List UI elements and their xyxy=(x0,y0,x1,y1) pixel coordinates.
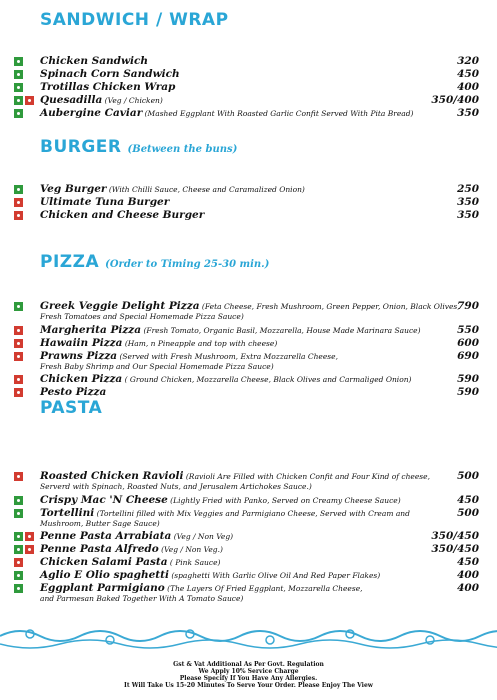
item-name: Chicken Pizza xyxy=(40,373,123,385)
item-name: Chicken and Cheese Burger xyxy=(40,209,205,221)
diet-indicators xyxy=(14,352,23,361)
item-name: Pesto Pizza xyxy=(40,386,107,398)
menu-item xyxy=(0,569,497,582)
menu-item xyxy=(0,506,497,528)
section-title: SANDWICH / WRAP xyxy=(40,10,229,30)
item-name: Penne Pasta Arrabiata xyxy=(40,530,172,542)
item-price: 600 xyxy=(457,336,479,349)
item-price: 450 xyxy=(457,556,479,568)
item-name: Ultimate Tuna Burger xyxy=(40,196,170,208)
diet-indicators xyxy=(14,70,23,79)
item-line xyxy=(40,183,305,196)
nonveg-indicator-icon xyxy=(14,339,23,348)
menu-item xyxy=(0,55,497,68)
item-name: Tortellini xyxy=(40,506,95,519)
item-price: 350/450 xyxy=(431,530,479,542)
item-price: 320 xyxy=(457,55,479,67)
veg-indicator-icon xyxy=(14,57,23,66)
nonveg-indicator-icon xyxy=(14,375,23,384)
nonveg-indicator-icon xyxy=(25,96,34,105)
item-description: (Served with Fresh Mushroom, Extra Mozzarella Cheese, xyxy=(117,351,338,361)
menu-item xyxy=(0,107,497,120)
nonveg-indicator-icon xyxy=(14,388,23,397)
item-line xyxy=(40,209,204,222)
item-description-cont: Mushroom, Butter Sage Sauce) xyxy=(40,518,160,528)
item-price: 590 xyxy=(457,386,479,398)
section-header xyxy=(40,252,269,272)
veg-indicator-icon xyxy=(14,496,23,505)
item-price: 690 xyxy=(457,349,479,362)
section-title: PIZZA xyxy=(40,252,100,272)
diet-indicators xyxy=(14,472,23,481)
item-description: (Lightly Fried with Panko, Served on Creamy Cheese Sauce) xyxy=(167,495,401,505)
veg-indicator-icon xyxy=(14,302,23,311)
veg-indicator-icon xyxy=(14,109,23,118)
item-price: 400 xyxy=(457,81,479,93)
diet-indicators xyxy=(14,509,23,518)
nonveg-indicator-icon xyxy=(14,211,23,220)
diet-indicators xyxy=(14,211,23,220)
diet-indicators xyxy=(14,83,23,92)
diet-indicators xyxy=(14,375,23,384)
item-line xyxy=(40,569,380,582)
item-line xyxy=(40,81,175,94)
item-line xyxy=(40,68,180,81)
section-title: PASTA xyxy=(40,398,103,418)
item-line xyxy=(40,556,220,569)
diet-indicators xyxy=(14,302,23,311)
item-name: Chicken Salami Pasta xyxy=(40,556,168,568)
nonveg-indicator-icon xyxy=(14,198,23,207)
nonveg-indicator-icon xyxy=(14,558,23,567)
menu-item xyxy=(0,183,497,196)
item-price: 350 xyxy=(457,107,479,119)
menu-item xyxy=(0,94,497,107)
item-description-cont: and Parmesan Baked Together With A Tomato Sauce) xyxy=(40,594,244,603)
item-description: (Fresh Tomato, Organic Basil, Mozzarella, House Made Marinara Sauce) xyxy=(141,325,421,335)
item-price: 350/450 xyxy=(431,543,479,555)
item-price: 550 xyxy=(457,323,479,336)
section-title: BURGER xyxy=(40,137,122,157)
item-description: (spaghetti With Garlic Olive Oil And Red Paper Flakes) xyxy=(168,571,381,580)
section-header xyxy=(40,398,102,418)
veg-indicator-icon xyxy=(14,70,23,79)
menu-item xyxy=(0,582,497,603)
item-line xyxy=(40,324,421,337)
item-name: Chicken Sandwich xyxy=(40,55,149,67)
diet-indicators xyxy=(14,496,23,505)
diet-indicators xyxy=(14,198,23,207)
item-name: Margherita Pizza xyxy=(40,323,142,336)
item-name: Prawns Pizza xyxy=(40,349,118,362)
menu-item xyxy=(0,543,497,556)
item-price: 350 xyxy=(457,209,479,221)
item-line xyxy=(40,494,401,507)
menu-item xyxy=(0,373,497,386)
diet-indicators xyxy=(14,185,23,194)
item-name: Crispy Mac 'N Cheese xyxy=(40,493,168,506)
menu-item xyxy=(0,470,497,491)
item-price: 400 xyxy=(457,569,479,581)
item-line xyxy=(40,337,277,350)
menu-item xyxy=(0,68,497,81)
item-name: Quesadilla xyxy=(40,94,103,106)
diet-indicators xyxy=(14,545,34,554)
menu-item xyxy=(0,337,497,350)
nonveg-indicator-icon xyxy=(25,545,34,554)
section-subtitle: (Between the buns) xyxy=(127,144,238,155)
item-price: 350/400 xyxy=(431,94,479,106)
menu-item xyxy=(0,349,497,371)
item-description-cont: Serverd with Spinach, Roasted Nuts, and Jerusalem Artichokes Sauce.) xyxy=(40,482,312,491)
veg-indicator-icon xyxy=(14,509,23,518)
item-description-cont: Fresh Tomatoes and Special Homemade Pizza Sauce) xyxy=(40,312,244,321)
item-name: Roasted Chicken Ravioli xyxy=(40,470,184,482)
item-description: (Mashed Eggplant With Roasted Garlic Confit Served With Pita Bread) xyxy=(142,109,414,118)
item-description: (Veg / Non Veg.) xyxy=(158,545,223,554)
diet-indicators xyxy=(14,388,23,397)
item-description: (Tortellini filled with Mix Veggies and Parmigiano Cheese, Served with Cream and xyxy=(94,508,410,518)
menu-item xyxy=(0,81,497,94)
item-description: ( Pink Sauce) xyxy=(167,558,221,567)
item-description: (Ham, n Pineapple and top with cheese) xyxy=(122,338,278,348)
item-name: Eggplant Parmigiano xyxy=(40,582,165,594)
nonveg-indicator-icon xyxy=(14,352,23,361)
nonveg-indicator-icon xyxy=(25,532,34,541)
footer-line: Please Specify If You Have Any Allergies. xyxy=(179,675,318,682)
item-name: Aubergine Caviar xyxy=(40,107,143,119)
footer-line: It Will Take Us 15-20 Minutes To Serve Your Order. Please Enjoy The View xyxy=(124,682,373,689)
diet-indicators xyxy=(14,326,23,335)
veg-indicator-icon xyxy=(14,96,23,105)
item-name: Veg Burger xyxy=(40,183,107,195)
item-name: Greek Veggie Delight Pizza xyxy=(40,300,200,312)
section-header xyxy=(40,10,229,30)
footer-line: Gst & Vat Additional As Per Govt. Regulation xyxy=(173,661,324,668)
item-description: (Veg / Non Veg) xyxy=(171,532,234,541)
diet-indicators xyxy=(14,109,23,118)
item-line xyxy=(40,107,414,120)
item-name: Spinach Corn Sandwich xyxy=(40,68,180,80)
item-description-cont: Fresh Baby Shrimp and Our Special Homemade Pizza Sauce) xyxy=(40,361,274,371)
item-price: 450 xyxy=(457,493,479,506)
item-line xyxy=(40,373,411,386)
item-line xyxy=(40,543,223,556)
section-subtitle: (Order to Timing 25-30 min.) xyxy=(105,259,270,270)
diet-indicators xyxy=(14,558,23,567)
diet-indicators xyxy=(14,96,34,105)
diet-indicators xyxy=(14,584,23,593)
menu-item xyxy=(0,196,497,209)
item-price: 450 xyxy=(457,68,479,80)
diet-indicators xyxy=(14,571,23,580)
veg-indicator-icon xyxy=(14,545,23,554)
footer-line: We Apply 10% Service Charge xyxy=(198,668,299,675)
diet-indicators xyxy=(14,532,34,541)
item-description: (With Chilli Sauce, Cheese and Caramalized Onion) xyxy=(106,185,305,194)
item-price: 250 xyxy=(457,183,479,195)
item-line xyxy=(40,196,169,209)
item-description: (Ravioli Are Filled with Chicken Confit and Four Kind of cheese, xyxy=(183,472,430,481)
veg-indicator-icon xyxy=(14,532,23,541)
section-header xyxy=(40,137,237,157)
veg-indicator-icon xyxy=(14,185,23,194)
menu-item xyxy=(0,530,497,543)
veg-indicator-icon xyxy=(14,571,23,580)
menu-item xyxy=(0,324,497,337)
item-price: 350 xyxy=(457,196,479,208)
menu-item xyxy=(0,556,497,569)
menu-item xyxy=(0,494,497,507)
diet-indicators xyxy=(14,339,23,348)
veg-indicator-icon xyxy=(14,584,23,593)
item-description: (Veg / Chicken) xyxy=(102,96,163,105)
item-price: 790 xyxy=(457,300,479,312)
item-price: 500 xyxy=(457,470,479,482)
item-price: 500 xyxy=(457,506,479,519)
item-description: (Feta Cheese, Fresh Mushroom, Green Pepper, Onion, Black Olives, xyxy=(199,302,460,311)
menu-item xyxy=(0,300,497,321)
nonveg-indicator-icon xyxy=(14,326,23,335)
item-line xyxy=(40,530,233,543)
item-line xyxy=(40,94,163,107)
item-description: ( Ground Chicken, Mozzarella Cheese, Black Olives and Carmaliged Onion) xyxy=(122,375,412,384)
ornamental-wave-divider xyxy=(0,622,497,658)
item-description: (The Layers Of Fried Eggplant, Mozzarella Cheese, xyxy=(164,584,363,593)
menu-item xyxy=(0,209,497,222)
item-name: Hawaiin Pizza xyxy=(40,336,123,349)
item-name: Aglio E Olio spaghetti xyxy=(40,569,169,581)
item-price: 590 xyxy=(457,373,479,385)
item-name: Trotillas Chicken Wrap xyxy=(40,81,176,93)
item-line xyxy=(40,55,148,68)
item-price: 400 xyxy=(457,582,479,594)
item-name: Penne Pasta Alfredo xyxy=(40,543,159,555)
nonveg-indicator-icon xyxy=(14,472,23,481)
diet-indicators xyxy=(14,57,23,66)
veg-indicator-icon xyxy=(14,83,23,92)
